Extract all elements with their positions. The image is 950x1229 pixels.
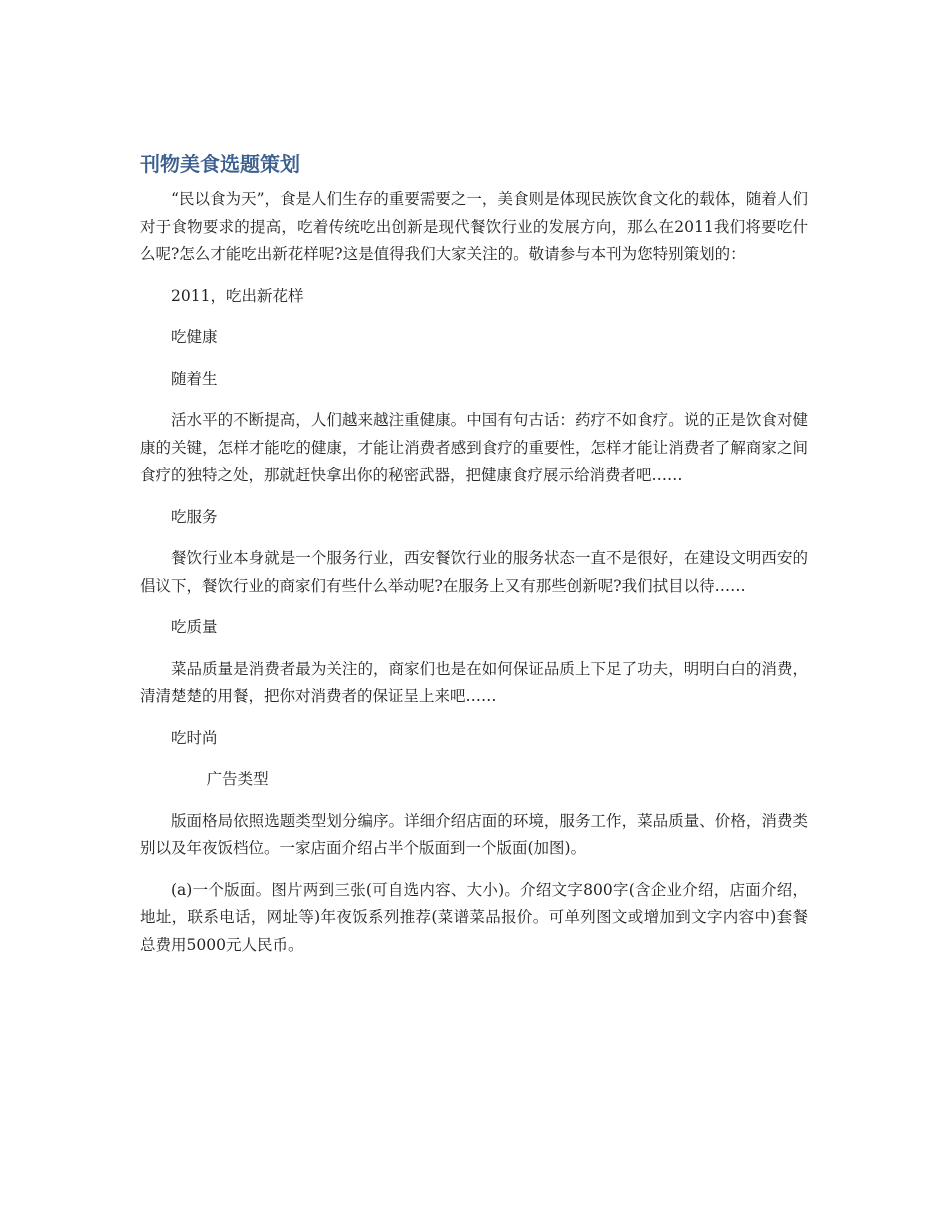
- quality-heading: 吃质量: [171, 618, 218, 636]
- document-body: [140, 148, 808, 973]
- health-paragraph: 活水平的不断提高，人们越来越注重健康。中国有句古话：药疗不如食疗。说的正是饮食对健康的关键，怎样才能吃的健康，才能让消费者感到食疗的重要性，怎样才能让消费者了解商家之间食疗的独特之处，那就赶快拿出你的秘密武器，把健康食疗展示给消费者吧……: [140, 411, 808, 484]
- intro-paragraph: “民以食为天”，食是人们生存的重要需要之一，美食则是体现民族饮食文化的载体，随着人们对于食物要求的提高，吃着传统吃出创新是现代餐饮行业的发展方向，那么在2011我们将要吃什么呢?怎么才能吃出新花样呢?这是值得我们大家关注的。敬请参与本刊为您特别策划的：: [140, 190, 808, 263]
- ad-type-heading: 广告类型: [206, 770, 269, 788]
- document-title: 刊物美食选题策划: [140, 152, 300, 176]
- health-subheading: 随着生: [171, 369, 218, 388]
- fashion-heading: 吃时尚: [171, 728, 218, 747]
- ad-option-a-paragraph: (a)一个版面。图片两到三张(可自选内容、大小)。介绍文字800字(含企业介绍，店面介绍，地址，联系电话，网址等)年夜饭系列推荐(菜谱菜品报价。可单列图文或增加到文字内容中)套餐总费用5000元人民币。: [140, 880, 808, 954]
- service-heading: 吃服务: [171, 507, 218, 526]
- quality-paragraph: 菜品质量是消费者最为关注的，商家们也是在如何保证品质上下足了功夫，明明白白的消费，清清楚楚的用餐，把你对消费者的保证呈上来吧……: [140, 659, 808, 705]
- theme-heading: 2011，吃出新花样: [171, 286, 304, 305]
- health-heading: 吃健康: [171, 328, 218, 346]
- service-paragraph: 餐饮行业本身就是一个服务行业，西安餐饮行业的服务状态一直不是很好，在建设文明西安的倡议下，餐饮行业的商家们有些什么举动呢?在服务上又有那些创新呢?我们拭目以待……: [140, 549, 808, 595]
- ad-intro-paragraph: 版面格局依照选题类型划分编序。详细介绍店面的环境，服务工作，菜品质量、价格，消费类别以及年夜饭档位。一家店面介绍占半个版面到一个版面(加图)。: [140, 811, 808, 857]
